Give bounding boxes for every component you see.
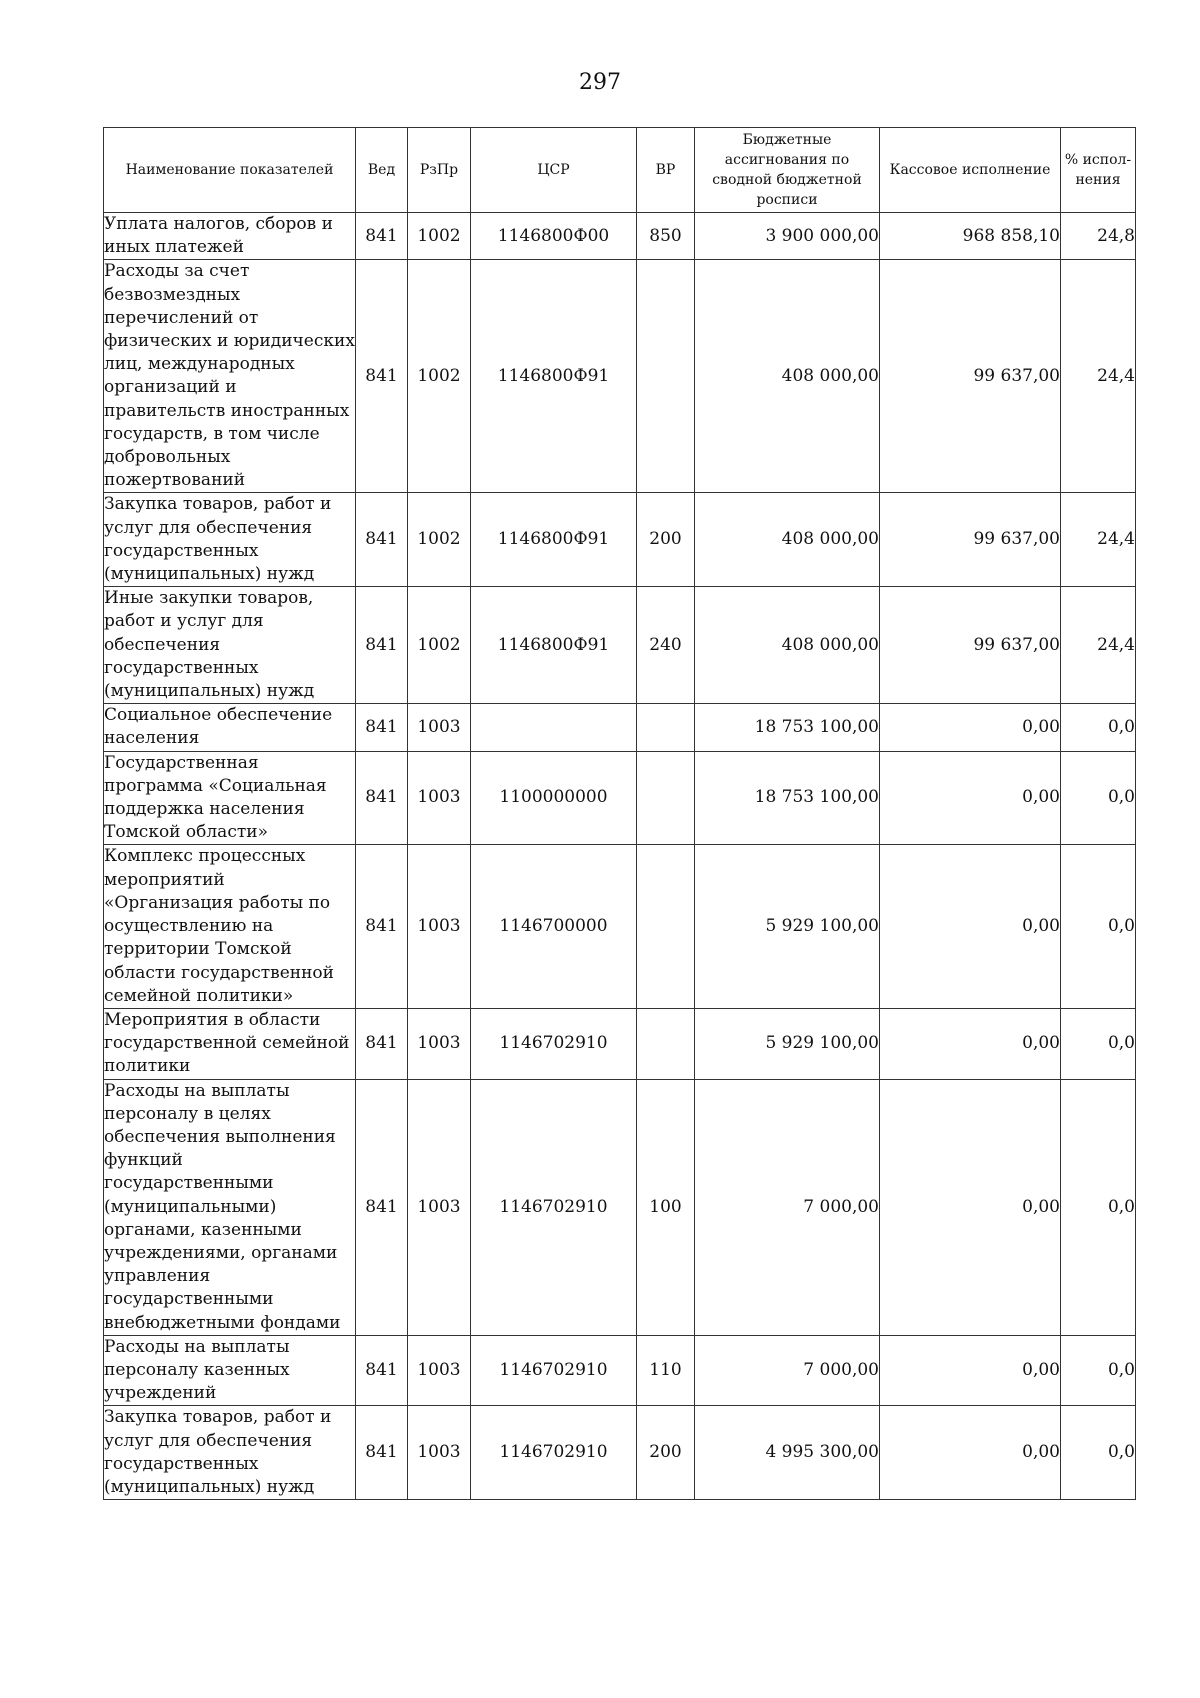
row-assignment: 4 995 300,00: [695, 1406, 880, 1500]
header-ved: Вед: [356, 128, 408, 213]
budget-table: [103, 127, 1136, 1500]
row-assignment: 18 753 100,00: [695, 704, 880, 751]
row-assignment: 7 000,00: [695, 1079, 880, 1335]
row-vr: [637, 845, 695, 1008]
row-percent: 0,0: [1061, 1335, 1136, 1406]
row-rzpr: 1002: [408, 260, 471, 493]
row-percent: 0,0: [1061, 845, 1136, 1008]
row-csr: 1146800Ф91: [471, 493, 637, 587]
row-percent: 24,4: [1061, 493, 1136, 587]
row-vr: 200: [637, 493, 695, 587]
row-cash-execution: 0,00: [880, 1406, 1061, 1500]
row-ved: 841: [356, 1008, 408, 1079]
row-csr: [471, 704, 637, 751]
row-name: Закупка товаров, работ и услуг для обеспечения государственных (муниципальных) нужд: [104, 493, 356, 587]
row-cash-execution: 99 637,00: [880, 260, 1061, 493]
row-percent: 0,0: [1061, 1008, 1136, 1079]
row-vr: 110: [637, 1335, 695, 1406]
row-cash-execution: 0,00: [880, 704, 1061, 751]
row-name: Государственная программа «Социальная поддержка населения Томской области»: [104, 751, 356, 845]
row-rzpr: 1003: [408, 704, 471, 751]
page-number: 297: [579, 70, 621, 95]
header-percent: % испол-нения: [1061, 128, 1136, 213]
row-rzpr: 1002: [408, 213, 471, 260]
table-row: [104, 260, 1136, 493]
row-cash-execution: 0,00: [880, 751, 1061, 845]
row-name: Расходы за счет безвозмездных перечислений от физических и юридических лиц, международных организаций и правительств иностранных государств, в том числе добровольных пожертвований: [104, 260, 356, 493]
row-rzpr: 1003: [408, 1079, 471, 1335]
row-rzpr: 1003: [408, 1008, 471, 1079]
table-row: [104, 845, 1136, 1008]
row-name: Расходы на выплаты персоналу в целях обеспечения выполнения функций государственными (муниципальными) органами, казенными учреждениями, органами управления государственными внебюджетными фондами: [104, 1079, 356, 1335]
row-csr: 1100000000: [471, 751, 637, 845]
row-vr: 200: [637, 1406, 695, 1500]
row-cash-execution: 99 637,00: [880, 587, 1061, 704]
row-rzpr: 1002: [408, 587, 471, 704]
row-vr: 100: [637, 1079, 695, 1335]
row-percent: 0,0: [1061, 704, 1136, 751]
row-assignment: 5 929 100,00: [695, 845, 880, 1008]
row-percent: 0,0: [1061, 1079, 1136, 1335]
row-percent: 24,4: [1061, 587, 1136, 704]
row-assignment: 18 753 100,00: [695, 751, 880, 845]
row-ved: 841: [356, 1335, 408, 1406]
row-name: Иные закупки товаров, работ и услуг для обеспечения государственных (муниципальных) нужд: [104, 587, 356, 704]
table-row: [104, 1406, 1136, 1500]
row-rzpr: 1002: [408, 493, 471, 587]
row-ved: 841: [356, 1079, 408, 1335]
table-row: [104, 751, 1136, 845]
table-row: [104, 704, 1136, 751]
row-csr: 1146702910: [471, 1079, 637, 1335]
row-csr: 1146702910: [471, 1406, 637, 1500]
row-ved: 841: [356, 751, 408, 845]
header-assignments: Бюджетные ассигнования по сводной бюджетной росписи: [695, 128, 880, 213]
header-csr: ЦСР: [471, 128, 637, 213]
row-vr: [637, 260, 695, 493]
row-csr: 1146800Ф00: [471, 213, 637, 260]
row-ved: 841: [356, 213, 408, 260]
row-assignment: 7 000,00: [695, 1335, 880, 1406]
table-row: [104, 587, 1136, 704]
header-vr: ВР: [637, 128, 695, 213]
row-name: Расходы на выплаты персоналу казенных учреждений: [104, 1335, 356, 1406]
row-csr: 1146800Ф91: [471, 260, 637, 493]
header-cash-execution: Кассовое исполнение: [880, 128, 1061, 213]
row-cash-execution: 0,00: [880, 1008, 1061, 1079]
row-ved: 841: [356, 704, 408, 751]
row-ved: 841: [356, 260, 408, 493]
row-name: Мероприятия в области государственной семейной политики: [104, 1008, 356, 1079]
row-cash-execution: 0,00: [880, 845, 1061, 1008]
row-percent: 24,8: [1061, 213, 1136, 260]
row-name: Комплекс процессных мероприятий «Организация работы по осуществлению на территории Томской области государственной семейной политики»: [104, 845, 356, 1008]
row-ved: 841: [356, 587, 408, 704]
row-vr: 240: [637, 587, 695, 704]
table-row: [104, 1079, 1136, 1335]
row-assignment: 408 000,00: [695, 260, 880, 493]
table-row: [104, 213, 1136, 260]
header-name: Наименование показателей: [104, 128, 356, 213]
table-row: [104, 1335, 1136, 1406]
row-csr: 1146702910: [471, 1008, 637, 1079]
header-rzpr: РзПр: [408, 128, 471, 213]
row-assignment: 408 000,00: [695, 587, 880, 704]
row-cash-execution: 99 637,00: [880, 493, 1061, 587]
row-ved: 841: [356, 845, 408, 1008]
row-cash-execution: 968 858,10: [880, 213, 1061, 260]
table-row: [104, 493, 1136, 587]
row-percent: 24,4: [1061, 260, 1136, 493]
row-cash-execution: 0,00: [880, 1335, 1061, 1406]
row-csr: 1146702910: [471, 1335, 637, 1406]
row-vr: [637, 1008, 695, 1079]
row-assignment: 3 900 000,00: [695, 213, 880, 260]
row-ved: 841: [356, 493, 408, 587]
row-percent: 0,0: [1061, 1406, 1136, 1500]
row-name: Социальное обеспечение населения: [104, 704, 356, 751]
header-row: [104, 128, 1136, 213]
row-name: Закупка товаров, работ и услуг для обеспечения государственных (муниципальных) нужд: [104, 1406, 356, 1500]
row-rzpr: 1003: [408, 751, 471, 845]
row-name: Уплата налогов, сборов и иных платежей: [104, 213, 356, 260]
row-percent: 0,0: [1061, 751, 1136, 845]
row-csr: 1146700000: [471, 845, 637, 1008]
table-row: [104, 1008, 1136, 1079]
row-vr: [637, 751, 695, 845]
row-ved: 841: [356, 1406, 408, 1500]
row-rzpr: 1003: [408, 845, 471, 1008]
row-cash-execution: 0,00: [880, 1079, 1061, 1335]
row-rzpr: 1003: [408, 1335, 471, 1406]
row-vr: 850: [637, 213, 695, 260]
row-assignment: 408 000,00: [695, 493, 880, 587]
row-rzpr: 1003: [408, 1406, 471, 1500]
row-vr: [637, 704, 695, 751]
row-assignment: 5 929 100,00: [695, 1008, 880, 1079]
row-csr: 1146800Ф91: [471, 587, 637, 704]
